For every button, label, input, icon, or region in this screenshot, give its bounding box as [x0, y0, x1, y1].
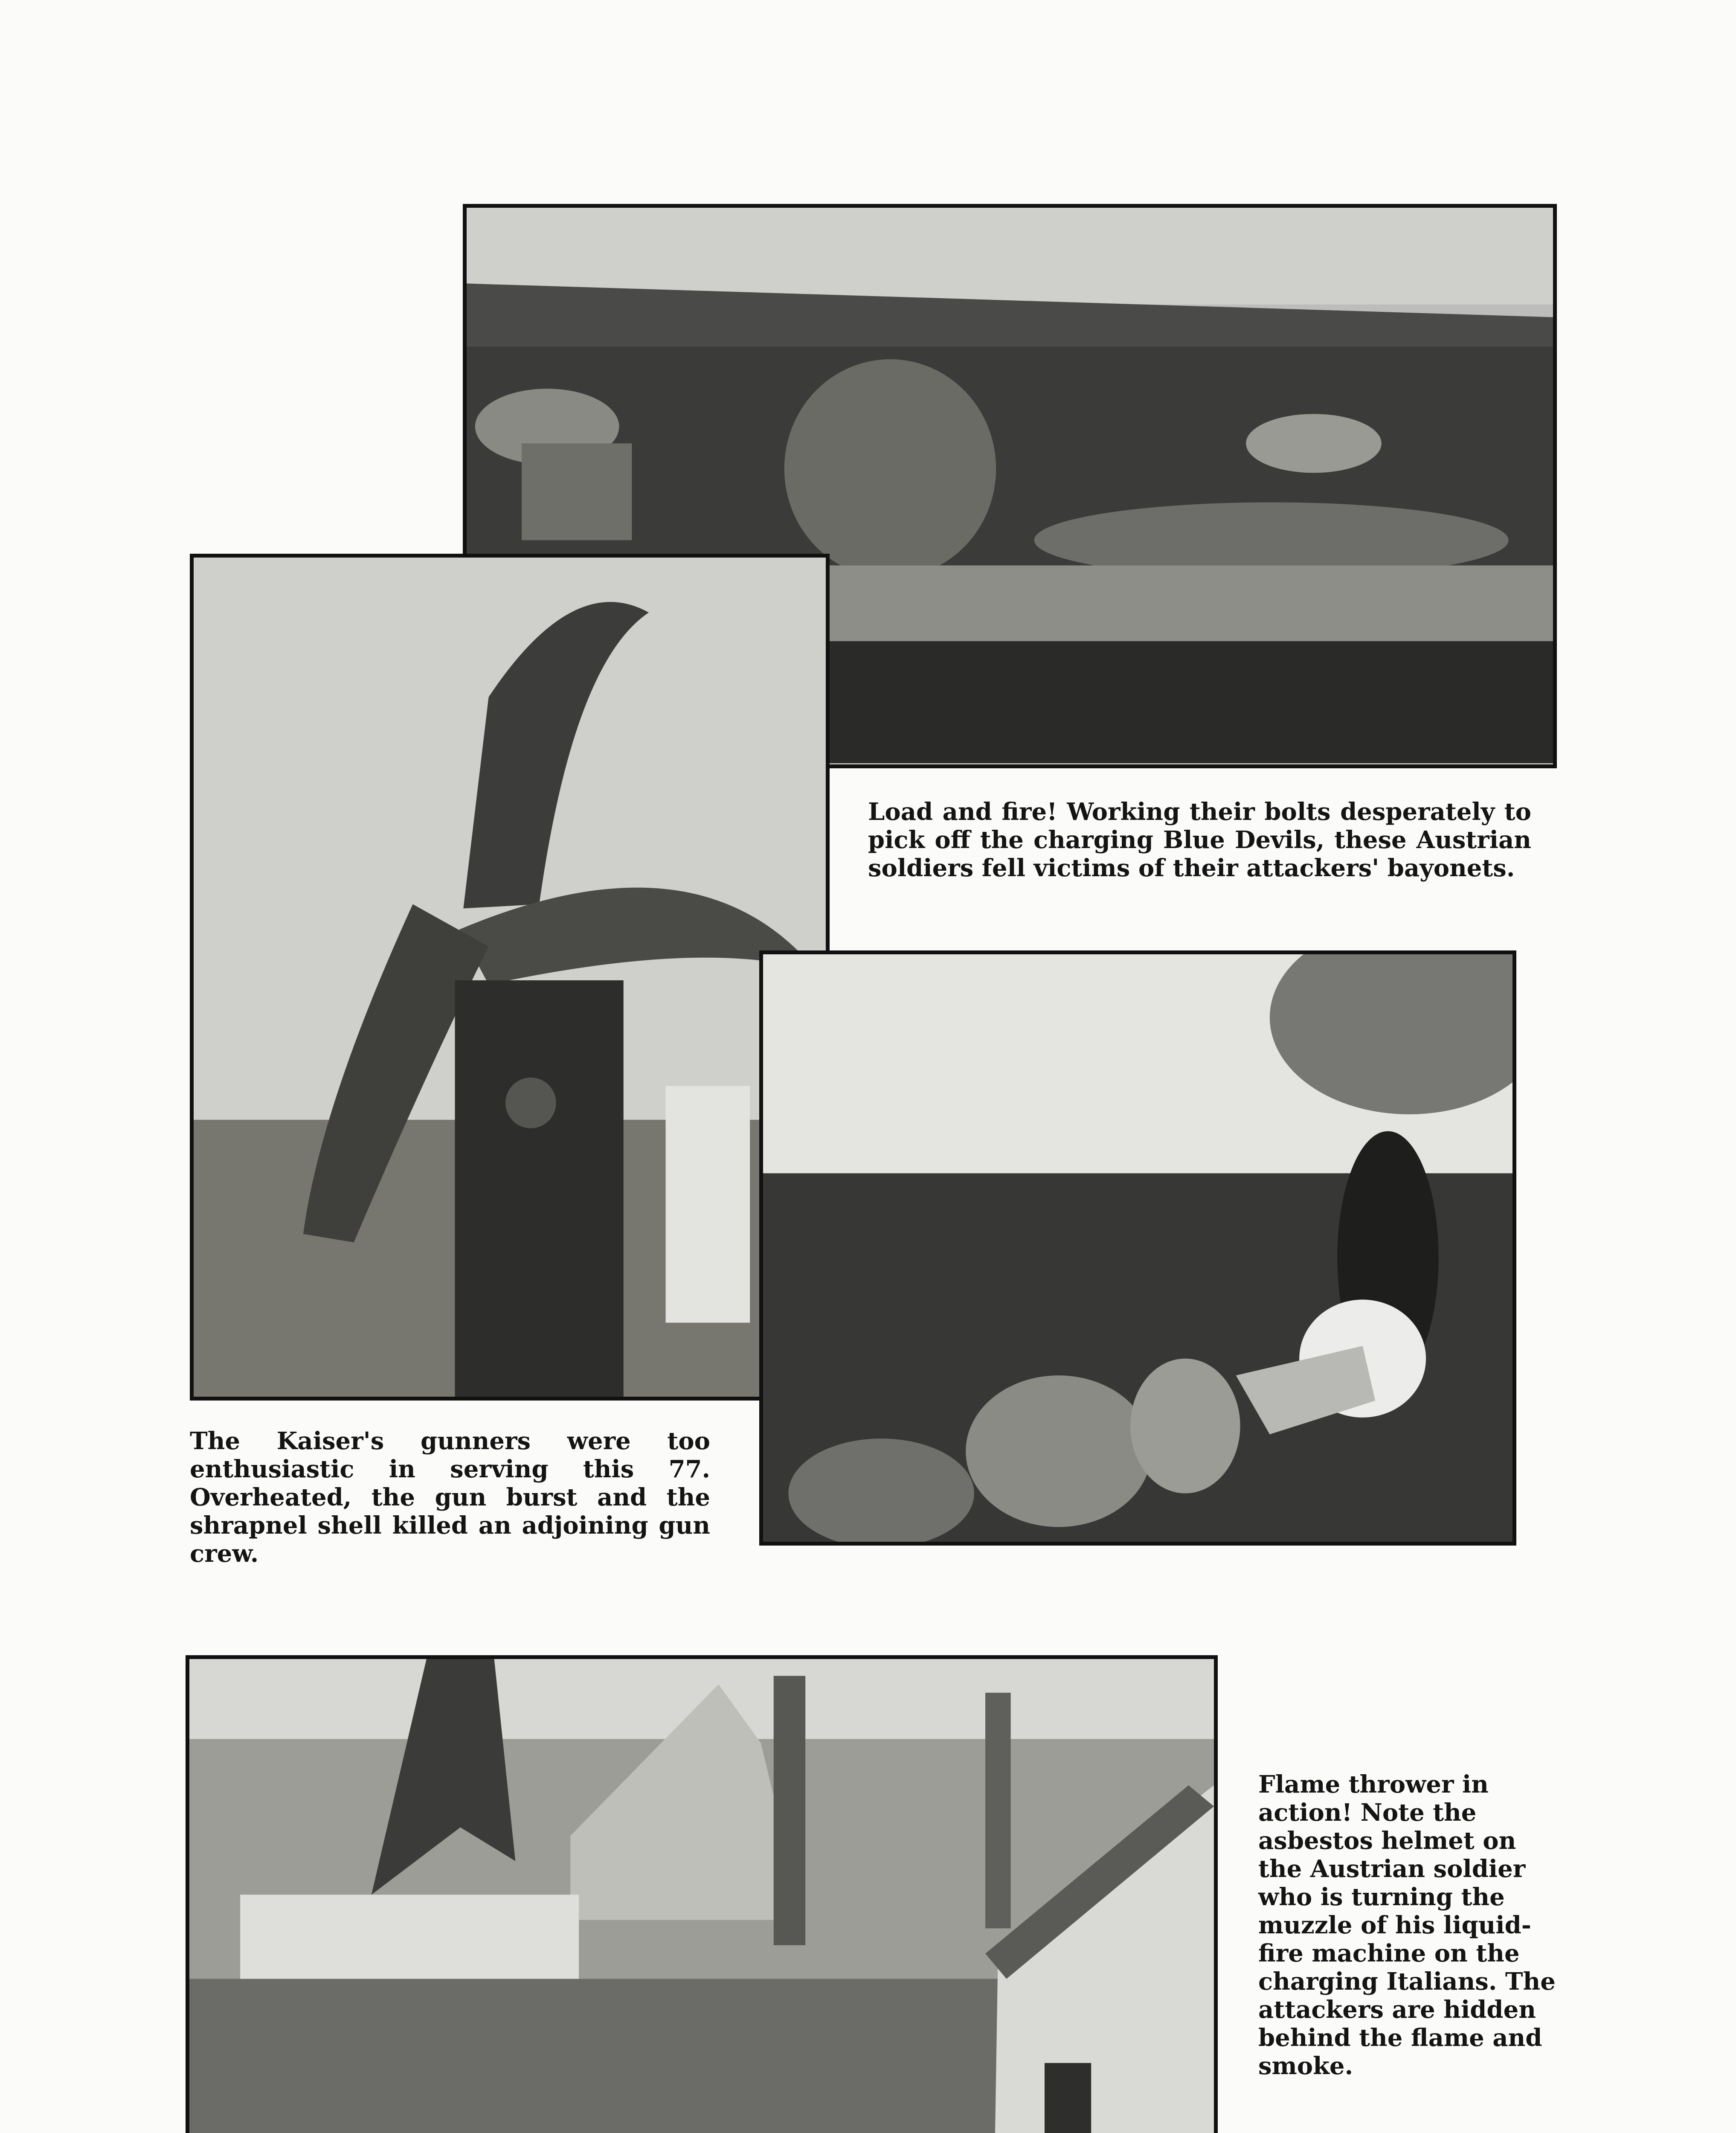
- photo-demolished-village: [186, 1655, 1218, 2133]
- caption-flame-thrower: Flame thrower in action! Note the asbestos helmet on the Austrian soldier who is turning the muzzle of his liquid-fire machine on the charging Italians. The attackers are hidden behind the flame and smoke.: [1258, 1770, 1556, 2080]
- photo-flame-thrower: [759, 950, 1516, 1546]
- photo-burst-gun: [190, 554, 830, 1401]
- caption-burst-gun: The Kaiser's gunners were too enthusiastic in serving this 77. Overheated, the gun burst and the shrapnel shell killed an adjoining gun crew.: [190, 1427, 710, 1568]
- caption-trench: Load and fire! Working their bolts desperately to pick off the charging Blue Devils, these Austrian soldiers fell victims of their attackers' bayonets.: [868, 798, 1531, 882]
